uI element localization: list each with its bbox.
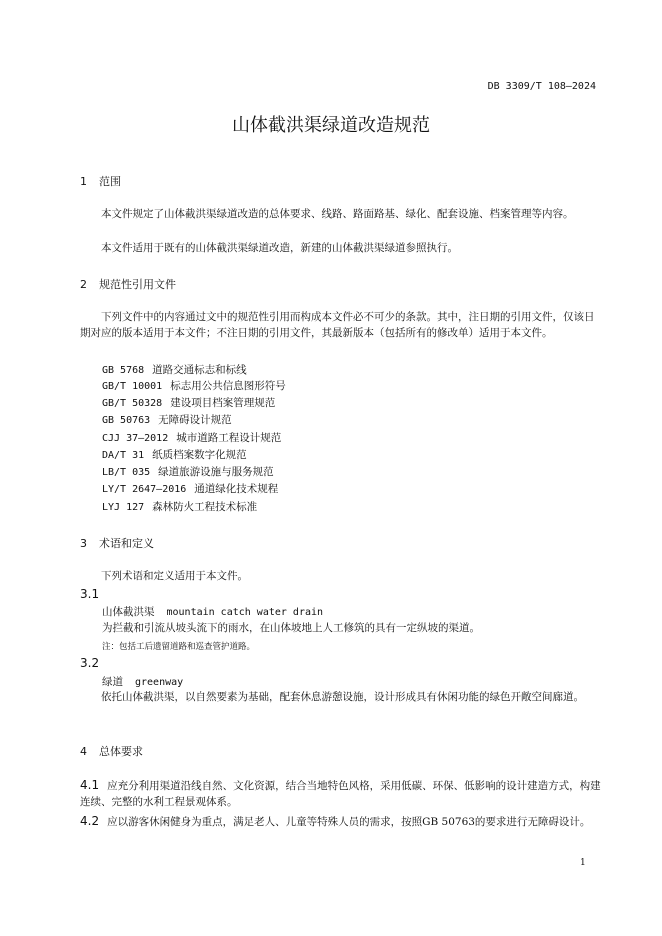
term-number: 3.1: [80, 587, 100, 601]
term-definition: 依托山体截洪渠，以自然要素为基础，配套休息游憩设施，设计形成具有休闲功能的绿色开敞空间廊道。: [101, 691, 584, 703]
reference-item: [102, 378, 286, 393]
section-3-heading: [80, 535, 154, 551]
reference-item: [102, 481, 278, 496]
clause-4-1: [80, 777, 602, 810]
section-number: 3: [80, 537, 87, 550]
reference-item: [102, 412, 232, 427]
reference-code: GB/T 10001: [102, 381, 163, 392]
reference-name: 标志用公共信息图形符号: [170, 380, 286, 392]
reference-code: DA/T 31: [102, 450, 145, 461]
reference-code: LY/T 2647—2016: [102, 484, 187, 495]
section-4-heading: [80, 743, 143, 759]
section-2-heading: [80, 276, 176, 292]
term-cn: 山体截洪渠: [102, 606, 155, 618]
section-title: 总体要求: [99, 745, 143, 758]
reference-item: [102, 362, 247, 377]
section-number: 4: [80, 745, 87, 758]
section-1-heading: [80, 173, 121, 189]
reference-name: 绿道旅游设施与服务规范: [158, 466, 274, 478]
reference-item: [102, 430, 281, 445]
term-entry: [102, 604, 323, 619]
clause-text: 应充分利用渠道沿线自然、文化资源，结合当地特色风格，采用低碳、环保、低影响的设计建造方式，构建连续、完整的水利工程景观体系。: [80, 780, 601, 808]
reference-name: 通道绿化技术规程: [194, 483, 279, 495]
clause-number: 4.2: [80, 814, 100, 828]
reference-name: 无障碍设计规范: [158, 414, 232, 426]
section-2-paragraph-1: 下列文件中的内容通过文中的规范性引用而构成本文件必不可少的条款。其中，注日期的引用文件，仅该日期对应的版本适用于本文件；不注日期的引用文件，其最新版本（包括所有的修改单）适用于本文件。: [80, 311, 595, 339]
section-title: 规范性引用文件: [99, 278, 176, 291]
reference-item: [102, 464, 274, 479]
reference-name: 建设项目档案管理规范: [170, 397, 276, 409]
section-title: 范围: [99, 175, 121, 188]
reference-item: [102, 447, 247, 462]
term-cn: 绿道: [102, 676, 123, 688]
term-number: 3.2: [80, 656, 100, 670]
section-title: 术语和定义: [99, 537, 154, 550]
reference-code: GB 5768: [102, 365, 145, 376]
reference-name: 城市道路工程设计规范: [176, 432, 282, 444]
section-1-paragraph-1: 本文件规定了山体截洪渠绿道改造的总体要求、线路、路面路基、绿化、配套设施、档案管理等内容。: [101, 208, 574, 220]
term-en: greenway: [135, 677, 184, 688]
reference-code: LYJ 127: [102, 502, 145, 513]
reference-name: 森林防火工程技术标准: [152, 501, 258, 513]
reference-code: CJJ 37—2012: [102, 433, 169, 444]
term-definition: 为拦截和引流从坡头流下的雨水，在山体坡地上人工修筑的具有一定纵坡的渠道。: [102, 622, 480, 634]
term-note: 注：包括工后遗留道路和巡查管护道路。: [102, 642, 256, 652]
page-number: 1: [580, 858, 586, 868]
term-en: mountain catch water drain: [166, 607, 324, 618]
clause-text: 应以游客休闲健身为重点，满足老人、儿童等特殊人员的需求，按照GB 50763的要求进行无障碍设计。: [107, 816, 591, 828]
clause-4-2: [80, 813, 602, 830]
term-entry: [102, 674, 183, 689]
reference-name: 道路交通标志和标线: [152, 364, 247, 376]
section-3-paragraph-1: 下列术语和定义适用于本文件。: [101, 570, 248, 582]
clause-number: 4.1: [80, 778, 100, 792]
reference-name: 纸质档案数字化规范: [152, 449, 247, 461]
section-number: 1: [80, 175, 87, 188]
document-title: 山体截洪渠绿道改造规范: [232, 115, 430, 136]
reference-code: LB/T 035: [102, 467, 151, 478]
standard-code: DB 3309/T 108—2024: [487, 81, 596, 92]
reference-code: GB 50763: [102, 415, 151, 426]
reference-code: GB/T 50328: [102, 398, 163, 409]
section-number: 2: [80, 278, 87, 291]
reference-item: [102, 395, 275, 410]
section-1-paragraph-2: 本文件适用于既有的山体截洪渠绿道改造，新建的山体截洪渠绿道参照执行。: [101, 242, 458, 254]
reference-item: [102, 499, 257, 514]
